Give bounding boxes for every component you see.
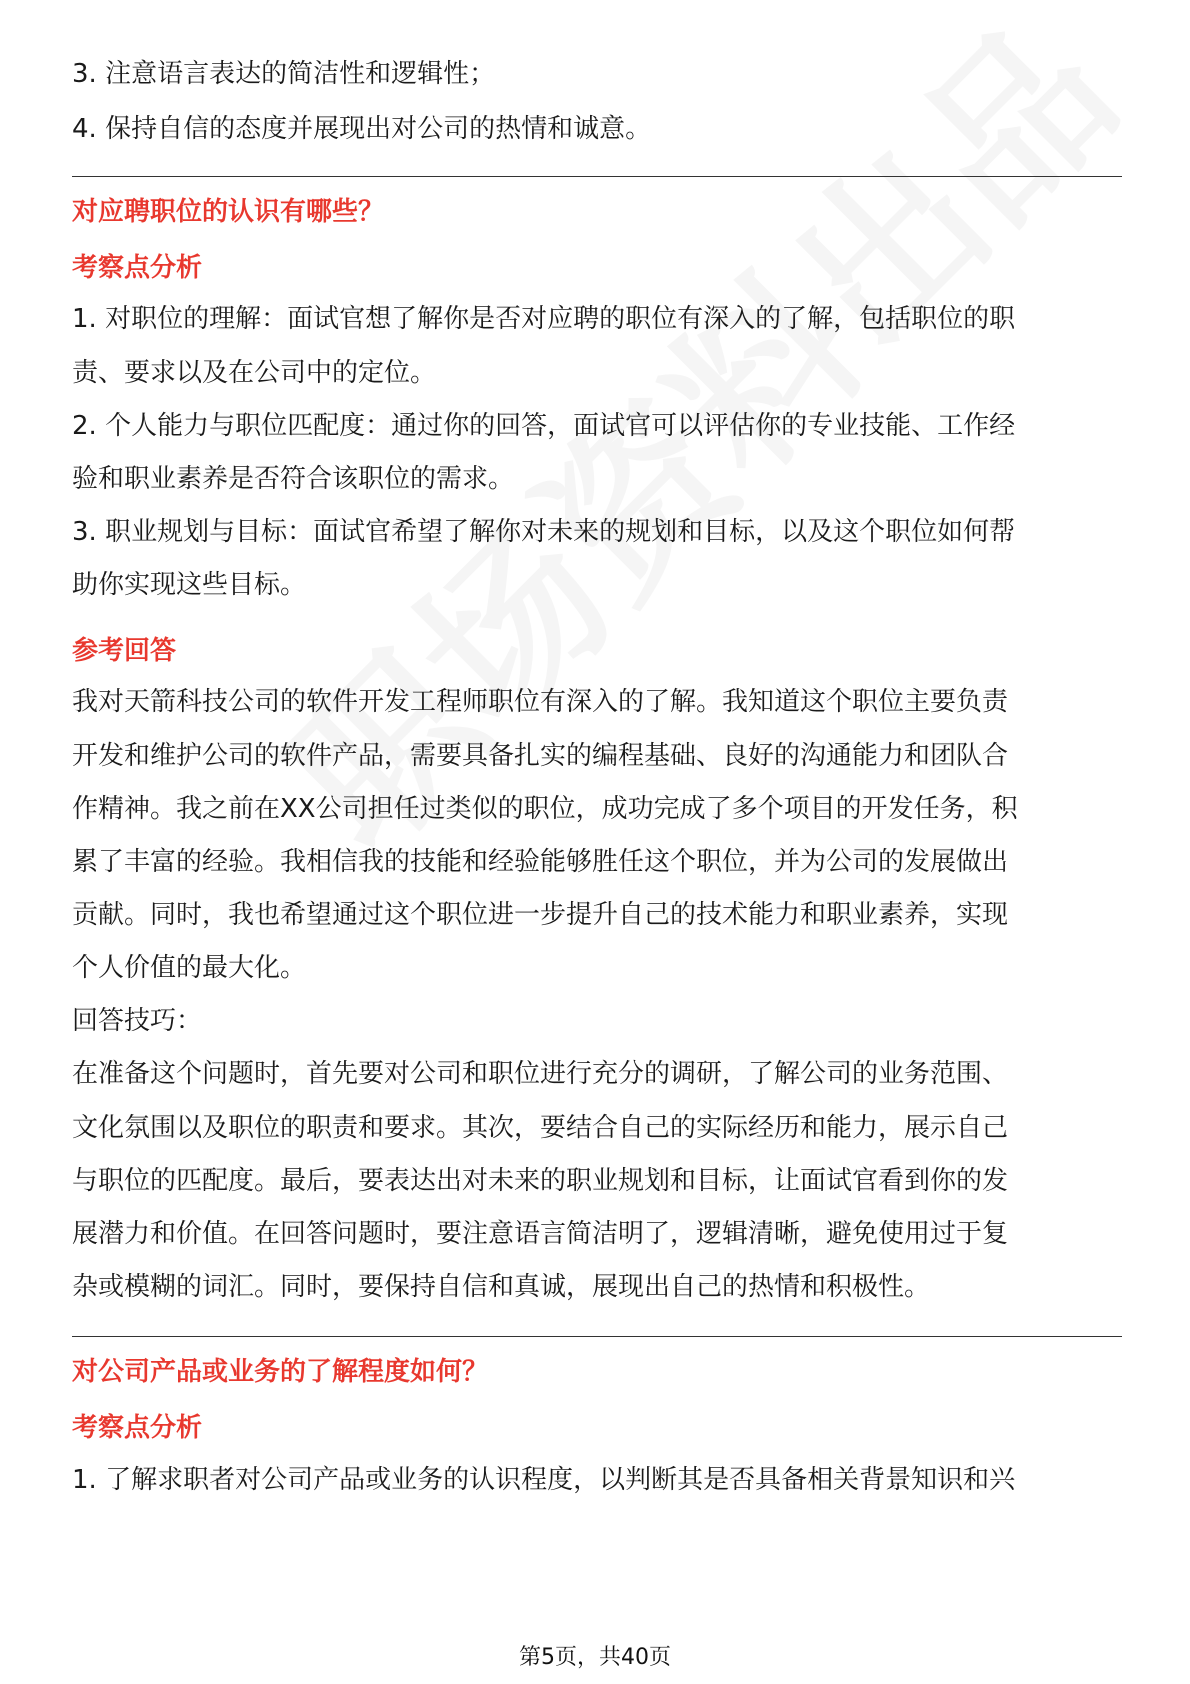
question-heading: 对应聘职位的认识有哪些？ xyxy=(72,197,385,227)
analysis-line: 2. 个人能力与职位匹配度：通过你的回答，面试官可以评估你的专业技能、工作经 xyxy=(72,411,1016,441)
analysis-line: 验和职业素养是否符合该职位的需求。 xyxy=(72,464,515,494)
tips-line: 文化氛围以及职位的职责和要求。其次，要结合自己的实际经历和能力，展示自己 xyxy=(72,1113,1009,1143)
divider xyxy=(72,1336,1122,1337)
answer-line: 贡献。同时，我也希望通过这个职位进一步提升自己的技术能力和职业素养，实现 xyxy=(72,900,1009,930)
page-number: 第5页，共40页 xyxy=(519,1645,671,1670)
answer-line: 作精神。我之前在XX公司担任过类似的职位，成功完成了多个项目的开发任务，积 xyxy=(72,794,1018,824)
analysis-heading: 考察点分析 xyxy=(72,1413,203,1443)
tips-line: 在准备这个问题时，首先要对公司和职位进行充分的调研，了解公司的业务范围、 xyxy=(72,1059,1009,1089)
answer-heading: 参考回答 xyxy=(72,636,177,666)
analysis-line: 1. 了解求职者对公司产品或业务的认识程度，以判断其是否具备相关背景知识和兴 xyxy=(72,1465,1016,1495)
analysis-heading: 考察点分析 xyxy=(72,253,203,283)
answer-line: 我对天箭科技公司的软件开发工程师职位有深入的了解。我知道这个职位主要负责 xyxy=(72,687,1009,717)
analysis-line: 责、要求以及在公司中的定位。 xyxy=(72,358,437,388)
question-heading: 对公司产品或业务的了解程度如何？ xyxy=(72,1357,489,1387)
tips-label: 回答技巧： xyxy=(72,1006,203,1036)
tips-line: 展潜力和价值。在回答问题时，要注意语言简洁明了，逻辑清晰，避免使用过于复 xyxy=(72,1219,1009,1249)
analysis-line: 助你实现这些目标。 xyxy=(72,570,307,600)
divider xyxy=(72,176,1122,177)
list-item: 4. 保持自信的态度并展现出对公司的热情和诚意。 xyxy=(72,114,652,144)
answer-line: 累了丰富的经验。我相信我的技能和经验能够胜任这个职位，并为公司的发展做出 xyxy=(72,847,1009,877)
answer-line: 个人价值的最大化。 xyxy=(72,953,307,983)
analysis-line: 1. 对职位的理解：面试官想了解你是否对应聘的职位有深入的了解，包括职位的职 xyxy=(72,304,1016,334)
tips-line: 与职位的匹配度。最后，要表达出对未来的职业规划和目标，让面试官看到你的发 xyxy=(72,1166,1009,1196)
answer-line: 开发和维护公司的软件产品，需要具备扎实的编程基础、良好的沟通能力和团队合 xyxy=(72,741,1009,771)
tips-line: 杂或模糊的词汇。同时，要保持自信和真诚，展现出自己的热情和积极性。 xyxy=(72,1272,931,1302)
list-item: 3. 注意语言表达的简洁性和逻辑性； xyxy=(72,59,496,89)
analysis-line: 3. 职业规划与目标：面试官希望了解你对未来的规划和目标，以及这个职位如何帮 xyxy=(72,517,1016,547)
